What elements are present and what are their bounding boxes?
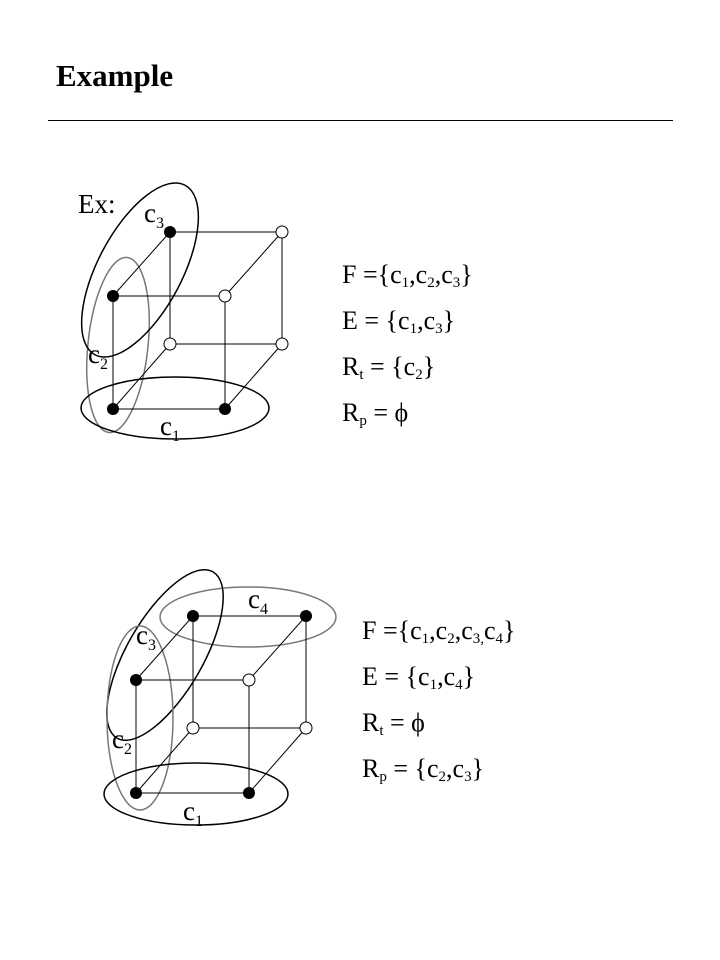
equation-f: $F =\{c_1,c_2,c_3\}$ (342, 260, 473, 291)
label-c3: $c_3$ (144, 198, 164, 232)
equation-rt: $R_t = \{c_2\}$ (342, 352, 436, 383)
page-title: Example (56, 58, 174, 93)
equation-rp: $R_p = \phi$ (342, 398, 409, 429)
vertex-filled (187, 610, 199, 622)
cover-ellipse-c2 (107, 626, 173, 810)
cube-diagram-2 (84, 553, 336, 830)
cover-ellipse-c3 (84, 553, 246, 757)
equation-e: $E = \{c_1,c_3\}$ (342, 306, 456, 337)
cube-diagram-1 (58, 166, 288, 445)
vertex-filled (130, 674, 142, 686)
label-c2: $c_2$ (112, 724, 132, 758)
vertex-empty (276, 226, 288, 238)
label-c2: $c_2$ (88, 339, 108, 373)
vertex-empty (300, 722, 312, 734)
vertex-filled (243, 787, 255, 799)
vertex-empty (187, 722, 199, 734)
equation-rp: $R_p = \{c_2,c_3\}$ (362, 754, 485, 785)
equation-rt: $R_t = \phi$ (362, 708, 425, 739)
vertex-empty (243, 674, 255, 686)
label-c1: $c_1$ (160, 411, 180, 445)
cube-edges-2 (136, 616, 306, 793)
label-c4: $c_4$ (248, 584, 268, 618)
cube-edges-1 (113, 232, 282, 409)
vertex-filled (107, 403, 119, 415)
vertex-filled (164, 226, 176, 238)
equations-example-1 (342, 256, 473, 440)
vertex-empty (276, 338, 288, 350)
vertex-empty (219, 290, 231, 302)
example-prefix: Ex: (78, 189, 116, 219)
vertex-filled (107, 290, 119, 302)
label-c1: $c_1$ (183, 796, 203, 830)
vertex-filled (219, 403, 231, 415)
equation-e: $E = \{c_1,c_4\}$ (362, 662, 476, 693)
equation-f: $F =\{c_1,c_2,c_{3,}c_4\}$ (362, 616, 516, 647)
vertex-filled (130, 787, 142, 799)
label-c3: $c_3$ (136, 620, 156, 654)
vertex-empty (164, 338, 176, 350)
vertex-filled (300, 610, 312, 622)
equations-example-2 (362, 612, 516, 796)
